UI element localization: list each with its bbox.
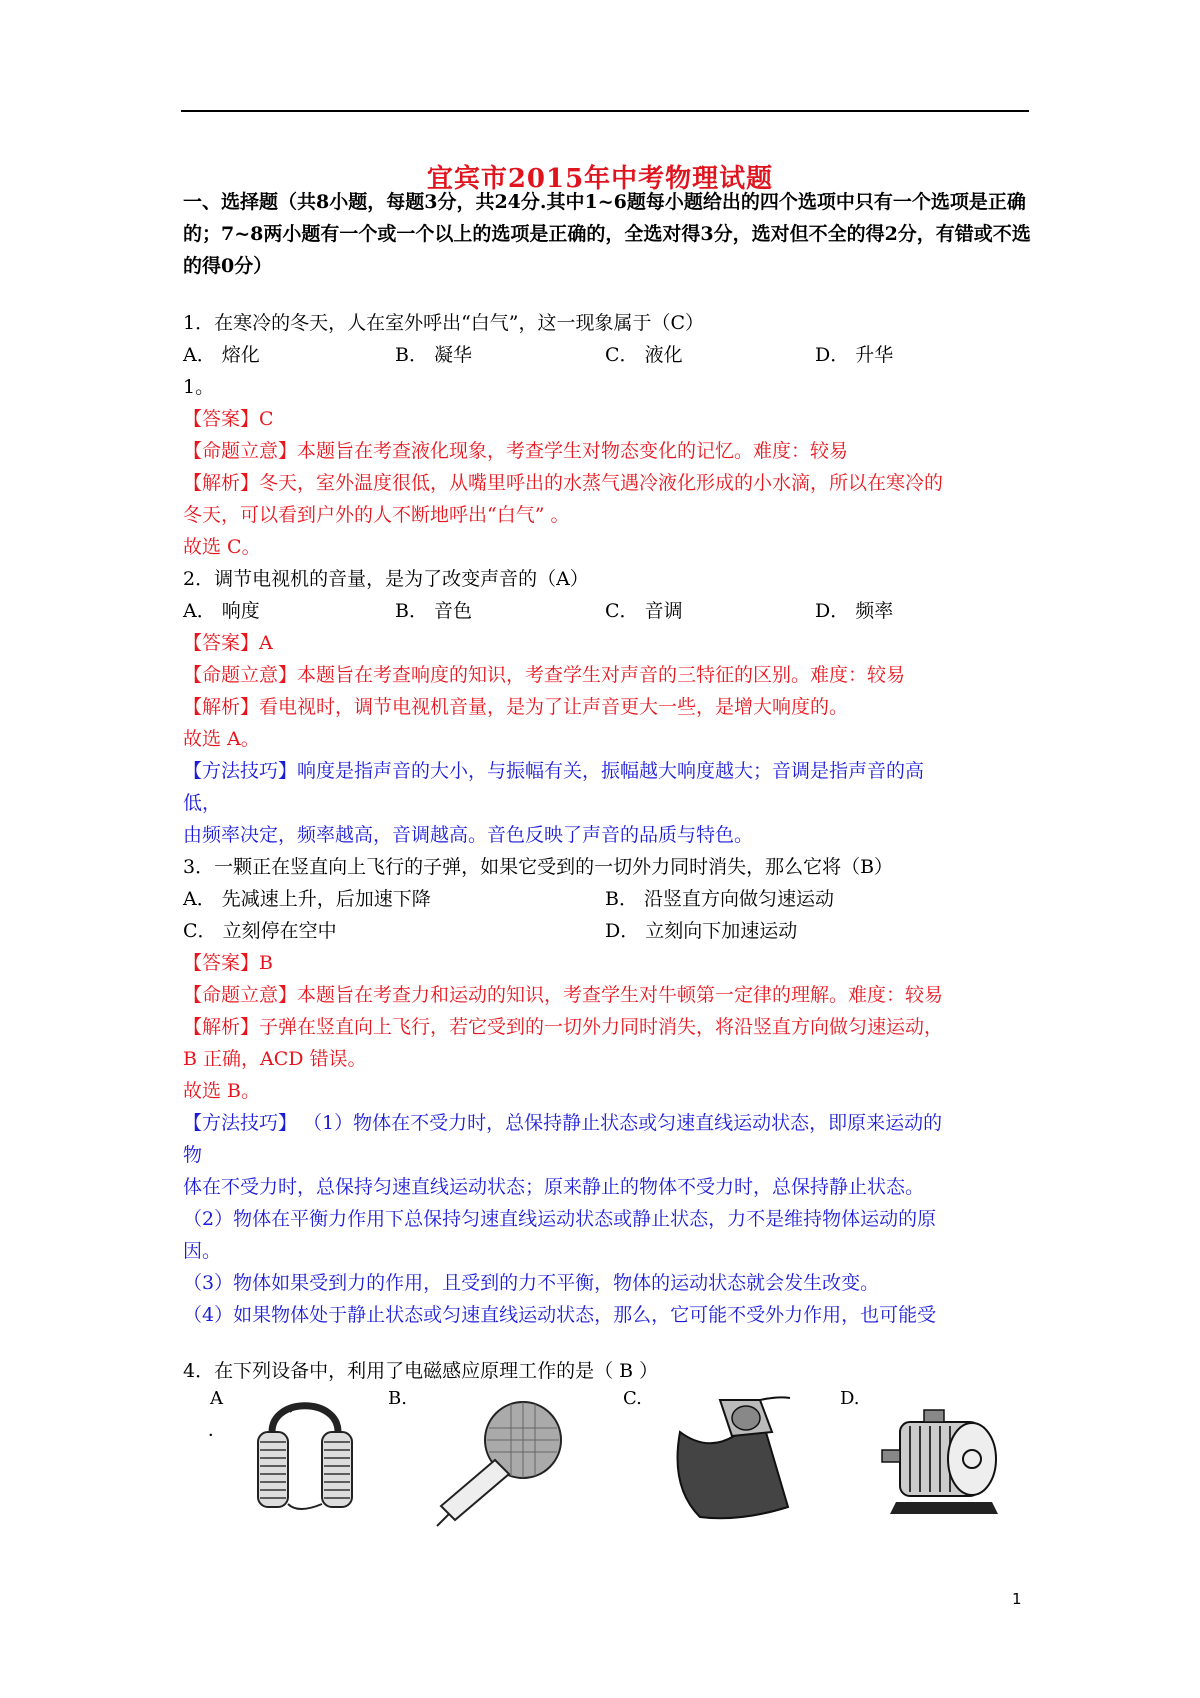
q3-option-d: D． 立刻向下加速运动 — [605, 920, 798, 942]
q3-tip-3: 体在不受力时，总保持匀速直线运动状态；原来静止的物体不受力时，总保持静止状态。 — [183, 1176, 925, 1198]
q4-stem: 4．在下列设备中，利用了电磁感应原理工作的是（ B ） — [183, 1360, 659, 1382]
q2-intent: 【命题立意】本题旨在考查响度的知识，考查学生对声音的三特征的区别。难度：较易 — [183, 664, 906, 686]
q1-choice: 故选 C。 — [183, 536, 261, 558]
q2-tip-3: 由频率决定，频率越高，音调越高。音色反映了声音的品质与特色。 — [183, 824, 754, 846]
q4-label-d: D. — [840, 1388, 860, 1409]
q1-option-b: B． 凝华 — [395, 344, 473, 366]
q2-choice: 故选 A。 — [183, 728, 260, 750]
q3-tip-1: 【方法技巧】 （1）物体在不受力时，总保持静止状态或匀速直线运动状态，即原来运动的 — [183, 1112, 943, 1134]
q3-tip-5: 因。 — [183, 1240, 222, 1262]
q2-analysis: 【解析】看电视时，调节电视机音量，是为了让声音更大一些，是增大响度的。 — [183, 696, 849, 718]
q3-intent: 【命题立意】本题旨在考查力和运动的知识，考查学生对牛顿第一定律的理解。难度：较易 — [183, 984, 944, 1006]
header-rule — [181, 110, 1029, 112]
q1-analysis-2: 冬天，可以看到户外的人不断地呼出“白气” 。 — [183, 504, 570, 526]
q3-option-a: A． 先减速上升，后加速下降 — [183, 888, 431, 910]
q3-choice: 故选 B。 — [183, 1080, 261, 1102]
q2-option-d: D． 频率 — [815, 600, 894, 622]
q1-number: 1。 — [183, 376, 215, 398]
q4-label-b: B. — [388, 1388, 407, 1409]
section-heading: 一、选择题（共8小题，每题3分，共24分.其中1~6题每小题给出的四个选项中只有一个选项是正确的；7~8两小题有一个或一个以上的选项是正确的，全选对得3分，选对但不全的得2分，有错或不选的得0分） — [183, 191, 1031, 277]
q3-tip-2: 物 — [183, 1144, 203, 1166]
page-title: 宜宾市2015年中考物理试题 — [426, 164, 774, 194]
loudspeaker-figure — [660, 1392, 800, 1522]
q2-option-a: A． 响度 — [183, 600, 260, 622]
q3-tip-7: （4）如果物体处于静止状态或匀速直线运动状态，那么，它可能不受外力作用，也可能受 — [183, 1304, 937, 1326]
electromagnet-figure — [250, 1392, 360, 1522]
q2-option-b: B． 音色 — [395, 600, 473, 622]
q2-option-c: C． 音调 — [605, 600, 683, 622]
q3-tip-4: （2）物体在平衡力作用下总保持匀速直线运动状态或静止状态，力不是维持物体运动的原 — [183, 1208, 937, 1230]
q4-label-a-dot: ． — [208, 1420, 226, 1441]
electric-motor-figure — [880, 1402, 1010, 1522]
q2-answer: 【答案】A — [183, 632, 273, 654]
q3-answer: 【答案】B — [183, 952, 273, 974]
q2-tip-2: 低， — [183, 792, 222, 814]
q4-label-c: C. — [623, 1388, 642, 1409]
q2-stem: 2．调节电视机的音量，是为了改变声音的（A） — [183, 568, 589, 590]
q2-tip-1: 【方法技巧】响度是指声音的大小，与振幅有关，振幅越大响度越大；音调是指声音的高 — [183, 760, 925, 782]
q3-stem: 3．一颗正在竖直向上飞行的子弹，如果它受到的一切外力同时消失，那么它将（B） — [183, 856, 894, 878]
q3-option-c: C． 立刻停在空中 — [183, 920, 337, 942]
q1-answer: 【答案】C — [183, 408, 274, 430]
q1-option-a: A． 熔化 — [183, 344, 260, 366]
q4-label-a: A — [210, 1388, 223, 1409]
page-number: 1 — [1012, 1590, 1022, 1608]
q1-option-c: C． 液化 — [605, 344, 683, 366]
q1-option-d: D． 升华 — [815, 344, 894, 366]
q3-option-b: B． 沿竖直方向做匀速运动 — [605, 888, 835, 910]
q3-tip-6: （3）物体如果受到力的作用，且受到的力不平衡，物体的运动状态就会发生改变。 — [183, 1272, 880, 1294]
q1-stem: 1．在寒冷的冬天，人在室外呼出“白气”，这一现象属于（C） — [183, 312, 705, 334]
microphone-figure — [425, 1398, 565, 1528]
q1-analysis-1: 【解析】冬天，室外温度很低，从嘴里呼出的水蒸气遇冷液化形成的小水滴，所以在寒冷的 — [183, 472, 944, 494]
q3-analysis-2: B 正确，ACD 错误。 — [183, 1048, 367, 1070]
q1-intent: 【命题立意】本题旨在考查液化现象，考查学生对物态变化的记忆。难度：较易 — [183, 440, 849, 462]
q3-analysis-1: 【解析】子弹在竖直向上飞行，若它受到的一切外力同时消失，将沿竖直方向做匀速运动， — [183, 1016, 944, 1038]
